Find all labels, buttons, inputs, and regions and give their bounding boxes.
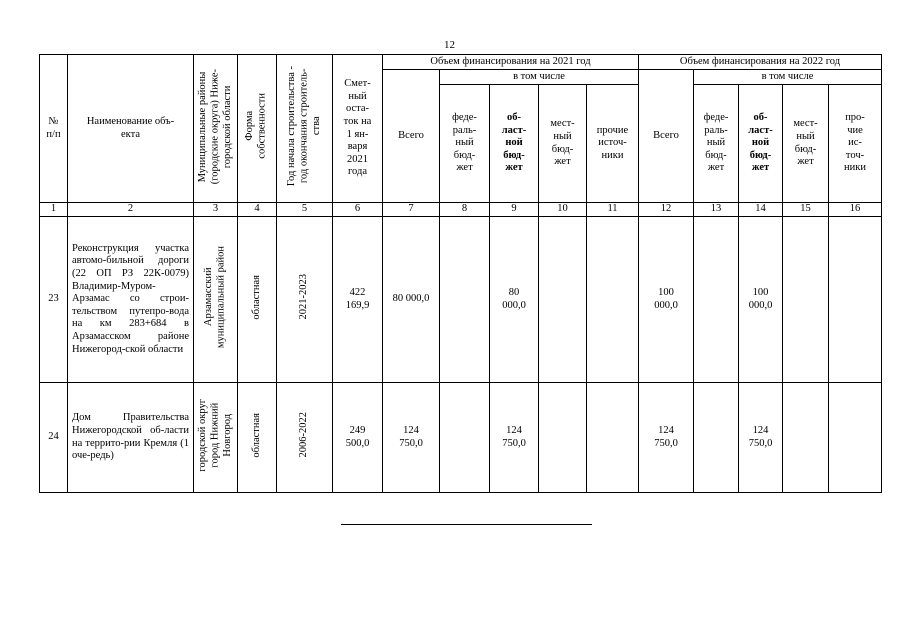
column-number: 4 [238, 203, 277, 217]
row-num: 24 [40, 383, 68, 493]
row-other-2022 [829, 383, 882, 493]
row-other-2021 [587, 217, 639, 383]
row-num: 23 [40, 217, 68, 383]
row-federal-2021 [440, 217, 490, 383]
header-local-2021: мест- ный бюд- жет [539, 85, 587, 203]
row-federal-2022 [694, 217, 739, 383]
row-local-2022 [783, 383, 829, 493]
header-ownership: Форма собственности [238, 55, 277, 203]
header-regional-2022: об- ласт- ной бюд- жет [739, 85, 783, 203]
column-number: 12 [639, 203, 694, 217]
header-total-2022: Всего [639, 70, 694, 203]
row-district: Арзамасский муниципальный район [194, 217, 238, 383]
header-federal-2021: феде- раль- ный бюд- жет [440, 85, 490, 203]
column-number: 16 [829, 203, 882, 217]
table-row [40, 217, 882, 383]
column-number: 3 [194, 203, 238, 217]
column-number: 9 [490, 203, 539, 217]
header-including-2022: в том числе [694, 70, 882, 85]
row-total-2021: 80 000,0 [383, 217, 440, 383]
column-number: 15 [783, 203, 829, 217]
table-row [40, 383, 882, 493]
column-number: 13 [694, 203, 739, 217]
header-other-2022: про- чие ис- точ- ники [829, 85, 882, 203]
row-local-2022 [783, 217, 829, 383]
column-number: 10 [539, 203, 587, 217]
financing-table [39, 54, 882, 493]
row-years: 2021-2023 [277, 217, 333, 383]
row-total-2022: 100 000,0 [639, 217, 694, 383]
row-estimate: 249 500,0 [333, 383, 383, 493]
row-ownership: областная [238, 217, 277, 383]
separator-line [341, 524, 592, 525]
column-number: 2 [68, 203, 194, 217]
row-federal-2022 [694, 383, 739, 493]
header-num: № п/п [40, 55, 68, 203]
column-number: 6 [333, 203, 383, 217]
row-total-2022: 124 750,0 [639, 383, 694, 493]
row-name: Дом Правительства Нижегородской об-ласти на террито-рии Кремля (1 оче-редь) [68, 383, 194, 493]
row-other-2021 [587, 383, 639, 493]
row-estimate: 422 169,9 [333, 217, 383, 383]
header-including-2021: в том числе [440, 70, 639, 85]
row-name: Реконструкция участка автомо-бильной дороги (22 ОП РЗ 22К-0079) Владимир-Муром-Арзамас со строи-тельством путепро-вода на км 283+684 в Арзамасском районе Нижегород-ской области [68, 217, 194, 383]
row-regional-2022: 124 750,0 [739, 383, 783, 493]
header-years: Год начала строительства - год окончания строитель- ства [277, 55, 333, 203]
header-federal-2022: феде- раль- ный бюд- жет [694, 85, 739, 203]
header-district: Муниципальные районы (городские округа) Ниже- городской области [194, 55, 238, 203]
header-local-2022: мест- ный бюд- жет [783, 85, 829, 203]
row-regional-2022: 100 000,0 [739, 217, 783, 383]
header-estimate: Смет- ный оста- ток на 1 ян- варя 2021 года [333, 55, 383, 203]
row-local-2021 [539, 217, 587, 383]
row-other-2022 [829, 217, 882, 383]
row-years: 2006-2022 [277, 383, 333, 493]
header-other-2021: прочие источ- ники [587, 85, 639, 203]
header-fin2022: Объем финансирования на 2022 год [639, 55, 882, 70]
row-district: городской округ город Нижний Новгород [194, 383, 238, 493]
column-number: 1 [40, 203, 68, 217]
row-ownership: областная [238, 383, 277, 493]
column-number: 14 [739, 203, 783, 217]
header-row-1 [40, 55, 882, 70]
column-number: 11 [587, 203, 639, 217]
row-regional-2021: 124 750,0 [490, 383, 539, 493]
row-total-2021: 124 750,0 [383, 383, 440, 493]
column-number: 5 [277, 203, 333, 217]
row-local-2021 [539, 383, 587, 493]
row-regional-2021: 80 000,0 [490, 217, 539, 383]
column-number: 7 [383, 203, 440, 217]
row-federal-2021 [440, 383, 490, 493]
header-regional-2021: об- ласт- ной бюд- жет [490, 85, 539, 203]
header-name: Наименование объ- екта [68, 55, 194, 203]
header-total-2021: Всего [383, 70, 440, 203]
column-number: 8 [440, 203, 490, 217]
page-number: 12 [444, 39, 455, 51]
header-fin2021: Объем финансирования на 2021 год [383, 55, 639, 70]
column-number-row [40, 203, 882, 217]
